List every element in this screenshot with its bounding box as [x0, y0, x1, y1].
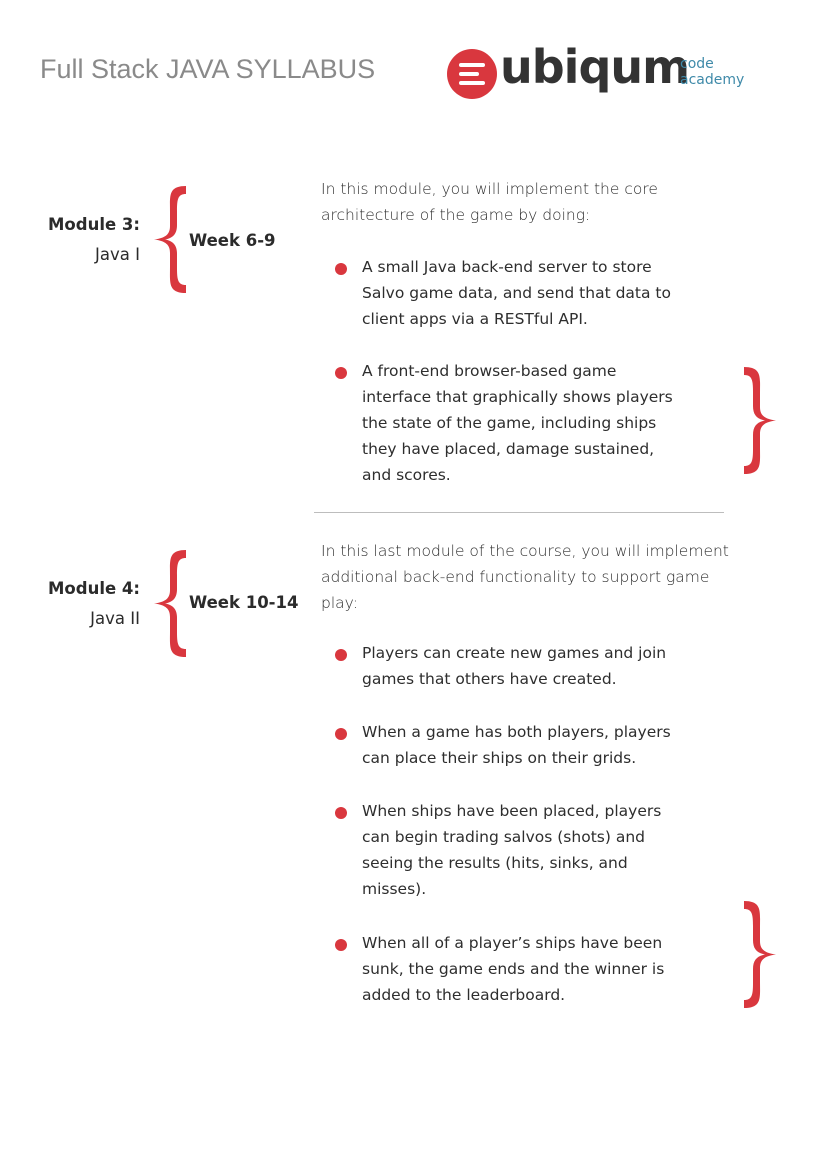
module-4-bullet-4: When all of a player’s ships have been sunk, the game ends and the winner is added to the leaderboard. [362, 934, 665, 1004]
module-3-intro: In this module, you will implement the core architecture of the game by doing: [321, 180, 658, 224]
bullet-dot [335, 263, 347, 275]
module-4-weeks: Week 10-14 [189, 593, 299, 612]
module-4-bullet-1: Players can create new games and join games that others have created. [362, 644, 667, 688]
module-4-bullet-2: When a game has both players, players can place their ships on their grids. [362, 723, 671, 767]
bullet-dot [335, 807, 347, 819]
bullet-dot [335, 939, 347, 951]
module-4-name: Module 4: [48, 579, 140, 598]
title-strong: JAVA SYLLABUS [166, 54, 376, 84]
section-divider [314, 512, 724, 513]
module-3-open-brace [148, 182, 190, 297]
module-3-name: Module 3: [48, 215, 140, 234]
module-3-bullet-2: A front-end browser-based game interface that graphically shows players the state of the game, including ships they have placed, damage sustained, and scores. [362, 362, 673, 484]
module-4-intro: In this last module of the course, you will implement additional back-end functionality to support game play: [321, 542, 729, 612]
bullet-dot [335, 728, 347, 740]
logo-wordmark: ubiqum [500, 40, 690, 94]
module-4-subtitle: Java II [90, 609, 140, 628]
module-4-close-brace [740, 897, 782, 1012]
module-3-label [48, 210, 140, 270]
ubiqum-lines-icon [446, 48, 498, 100]
module-4-open-brace [148, 546, 190, 661]
bullet-dot [335, 649, 347, 661]
module-3-close-brace [740, 363, 782, 478]
document-title [40, 54, 375, 85]
module-3-weeks: Week 6-9 [189, 231, 276, 250]
module-4-label [48, 574, 140, 634]
bullet-dot [335, 367, 347, 379]
module-3-subtitle: Java I [95, 245, 140, 264]
title-light: Full Stack [40, 54, 167, 84]
module-3-bullet-1: A small Java back-end server to store Salvo game data, and send that data to client apps via a RESTful API. [362, 258, 671, 328]
logo-subtext: code academy [680, 56, 745, 88]
module-4-bullet-3: When ships have been placed, players can begin trading salvos (shots) and seeing the results (hits, sinks, and misses). [362, 802, 662, 898]
